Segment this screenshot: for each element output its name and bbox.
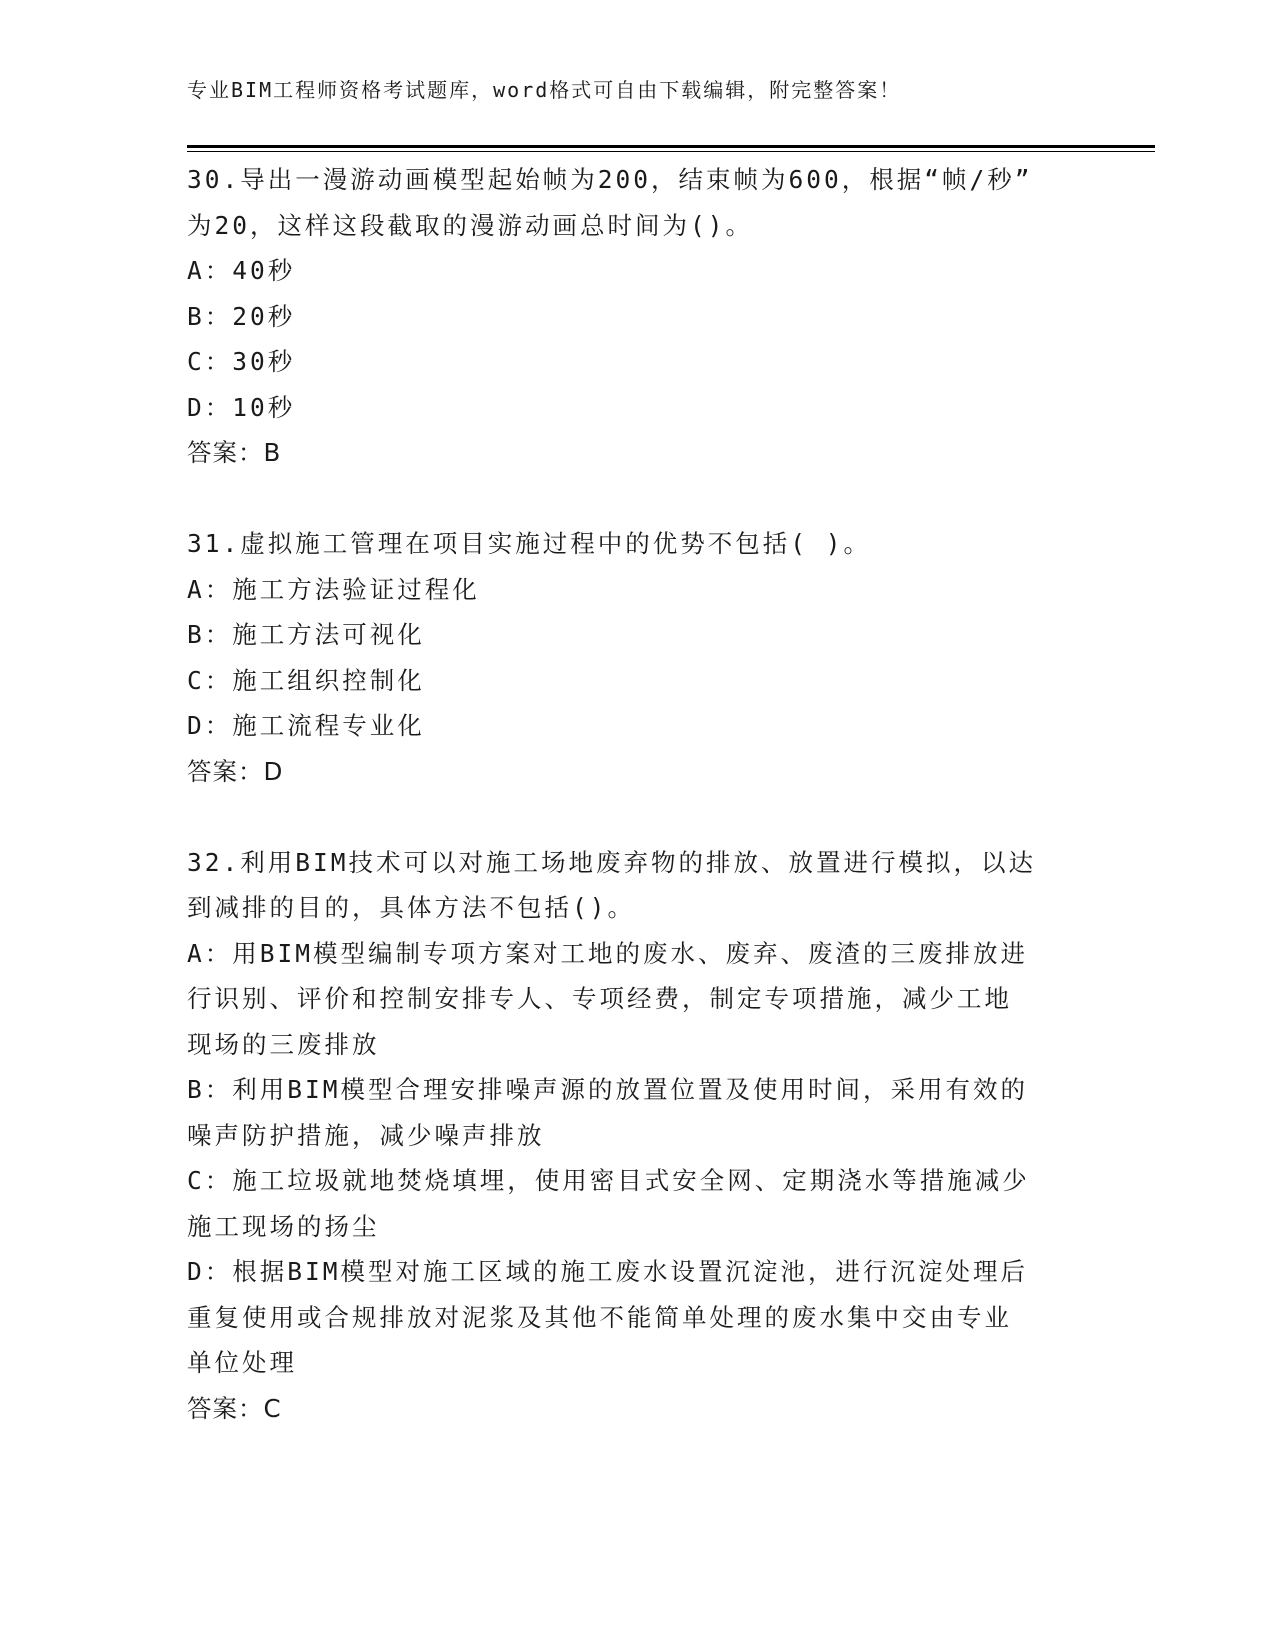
answer-line: 答案：D	[187, 756, 284, 786]
option-a-continued: 行识别、评价和控制安排专人、专项经费，制定专项措施，减少工地	[187, 984, 1012, 1013]
option-b: B：利用BIM模型合理安排噪声源的放置位置及使用时间，采用有效的	[187, 1075, 1028, 1104]
question-31	[187, 521, 1077, 794]
option-b: B：20秒	[187, 301, 296, 331]
question-stem-line: 32.利用BIM技术可以对施工场地废弃物的排放、放置进行模拟，以达	[187, 847, 1036, 877]
question-stem-line: 为20，这样这段截取的漫游动画总时间为()。	[187, 210, 753, 240]
question-spacer	[187, 794, 1077, 840]
option-d: D：10秒	[187, 392, 296, 422]
option-c: C：施工组织控制化	[187, 665, 425, 695]
header-rule-thin	[187, 151, 1155, 152]
option-a-continued: 现场的三废排放	[187, 1029, 380, 1059]
option-a: A：40秒	[187, 256, 296, 285]
option-c: C：施工垃圾就地焚烧填埋，使用密目式安全网、定期浇水等措施减少	[187, 1166, 1030, 1195]
option-c: C：30秒	[187, 347, 296, 376]
option-a: A：用BIM模型编制专项方案对工地的废水、废弃、废渣的三废排放进	[187, 938, 1028, 968]
option-d-continued: 重复使用或合规排放对泥浆及其他不能简单处理的废水集中交由专业	[187, 1302, 1012, 1332]
answer-line: 答案：B	[187, 438, 282, 467]
page-header: 专业BIM工程师资格考试题库，word格式可自由下载编辑，附完整答案！	[187, 78, 902, 102]
option-b-continued: 噪声防护措施，减少噪声排放	[187, 1120, 545, 1150]
question-stem-line: 31.虚拟施工管理在项目实施过程中的优势不包括( )。	[187, 529, 871, 558]
option-a: A：施工方法验证过程化	[187, 574, 480, 604]
question-list	[187, 157, 1077, 1431]
option-d-continued: 单位处理	[187, 1348, 297, 1377]
option-c-continued: 施工现场的扬尘	[187, 1211, 380, 1241]
option-b: B：施工方法可视化	[187, 620, 425, 649]
question-30	[187, 157, 1077, 476]
option-d: D：根据BIM模型对施工区域的施工废水设置沉淀池，进行沉淀处理后	[187, 1257, 1028, 1286]
question-spacer	[187, 476, 1077, 522]
question-stem-line: 30.导出一漫游动画模型起始帧为200，结束帧为600，根据“帧/秒”	[187, 165, 1033, 194]
question-32	[187, 840, 1077, 1432]
option-d: D：施工流程专业化	[187, 711, 425, 740]
question-stem-line: 到减排的目的，具体方法不包括()。	[187, 893, 635, 922]
header-rule-thick	[187, 145, 1155, 148]
answer-line: 答案：C	[187, 1393, 282, 1423]
